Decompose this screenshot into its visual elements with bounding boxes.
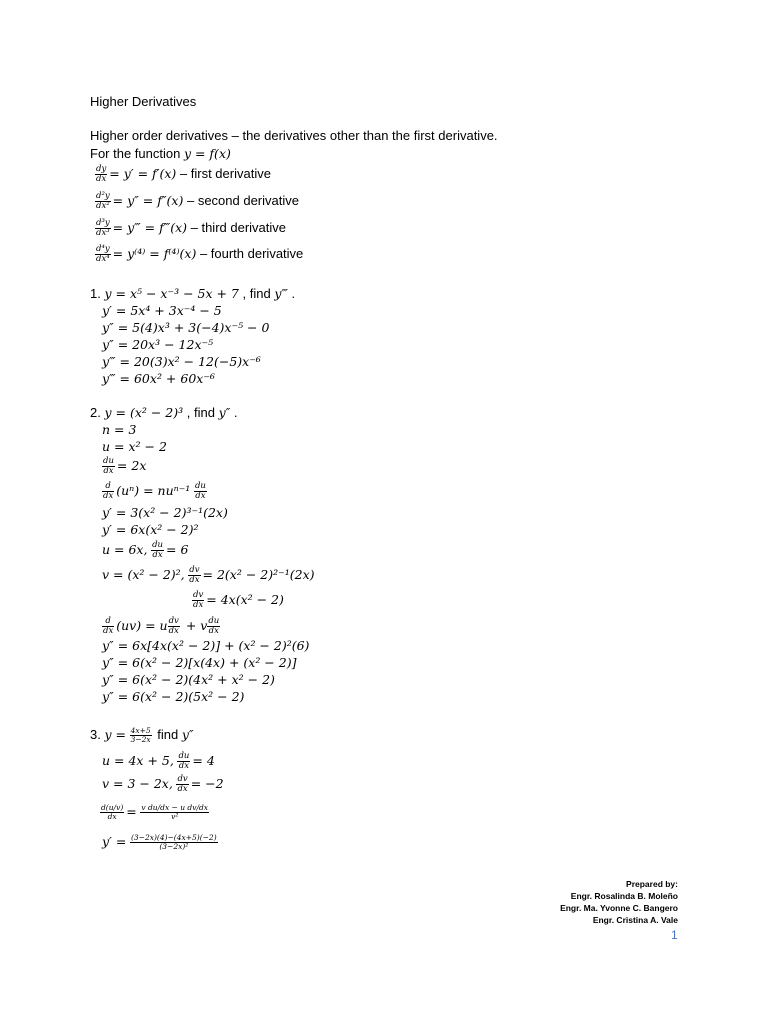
doc-title: Higher Derivatives xyxy=(90,94,197,109)
problem2-ypp: y″ = 6x[4x(x² − 2)] + (x² − 2)²(6) xyxy=(102,638,310,653)
problem1-step: y‴ = 60x² + 60x⁻⁶ xyxy=(102,371,215,386)
def-second-derivative: $\frac{\text{d²y}}{\text{dx²}}$ = y″ = f″(x) – second derivative xyxy=(96,191,299,211)
author-name: Engr. Ma. Yvonne C. Bangero xyxy=(560,903,678,913)
def-fourth-derivative: $\frac{\text{d⁴y}}{\text{dx⁴}}$ = y⁽⁴⁾ = f⁽⁴⁾(x) – fourth derivative xyxy=(96,244,304,264)
def-third-derivative: $\frac{\text{d³y}}{\text{dx³}}$ = y‴ = f‴(x) – third derivative xyxy=(96,218,287,238)
problem1-step: y″ = 20x³ − 12x⁻⁵ xyxy=(102,337,214,352)
problem2-dv: $\frac{dv}{dx}$ = 4x(x² − 2) xyxy=(193,590,284,610)
page-number: 1 xyxy=(671,928,678,942)
problem2-ypp: y″ = 6(x² − 2)(5x² − 2) xyxy=(102,689,245,704)
problem2-statement: 2. y = (x² − 2)³ , find y″ . xyxy=(90,405,238,420)
problem3-u: u = 4x + 5, $\frac{du}{dx}$ = 4 xyxy=(102,751,215,771)
problem2-power-rule: $\frac{d}{dx}$ (uⁿ) = nuⁿ⁻¹ $\frac{du}{dx}$ xyxy=(103,481,206,501)
for-function-line: For the function y = f(x) xyxy=(90,146,231,161)
def-first-derivative: $\frac{dy}{dx}$ = y′ = f′(x) – first derivative xyxy=(96,164,271,184)
author-name: Engr. Rosalinda B. Moleño xyxy=(570,891,678,901)
problem1-step: y″ = 5(4)x³ + 3(−4)x⁻⁵ − 0 xyxy=(102,320,270,335)
problem2-yprime: y′ = 6x(x² − 2)² xyxy=(102,522,199,537)
problem1-step: y‴ = 20(3)x² − 12(−5)x⁻⁶ xyxy=(102,354,261,369)
problem3-quotient-rule: $\frac{d(u/v)}{dx}$ = $\frac{\text{v du/dx − u dv/dx}}{\text{v²}}$ xyxy=(101,803,209,822)
problem2-yprime: y′ = 3(x² − 2)³⁻¹(2x) xyxy=(102,505,228,520)
problem1-statement: 1. y = x⁵ − x⁻³ − 5x + 7 , find y‴ . xyxy=(90,286,296,301)
problem3-yprime: y′ = $\frac{(3-2x)(4)-(4x+5)(-2)}{\text{(3−2x)²}}$ xyxy=(102,833,217,852)
intro-text: Higher order derivatives – the derivatives other than the first derivative. xyxy=(90,128,498,143)
author-name: Engr. Cristina A. Vale xyxy=(592,915,678,925)
problem1-step: y′ = 5x⁴ + 3x⁻⁴ − 5 xyxy=(102,303,222,318)
problem3-v: v = 3 − 2x, $\frac{dv}{dx}$ = −2 xyxy=(102,774,224,794)
problem2-u2: u = 6x, $\frac{du}{dx}$ = 6 xyxy=(102,540,189,560)
prepared-by-label: Prepared by: xyxy=(626,879,678,889)
problem2-v: v = (x² − 2)², $\frac{dv}{dx}$ = 2(x² − 2)²⁻¹(2x) xyxy=(102,565,315,585)
problem2-ypp: y″ = 6(x² − 2)(4x² + x² − 2) xyxy=(102,672,275,687)
problem2-product-rule: $\frac{d}{dx}$ (uv) = u $\frac{dv}{dx}$ + v $\frac{du}{dx}$ xyxy=(103,616,220,636)
problem2-ypp: y″ = 6(x² − 2)[x(4x) + (x² − 2)] xyxy=(102,655,297,670)
problem2-u: u = x² − 2 xyxy=(102,439,167,454)
problem3-statement: 3. y = $\frac{4x+5}{3-2x}$ find y″ xyxy=(90,726,194,745)
problem2-n: n = 3 xyxy=(102,422,137,437)
problem2-du: $\frac{du}{dx}$ = 2x xyxy=(103,456,147,476)
